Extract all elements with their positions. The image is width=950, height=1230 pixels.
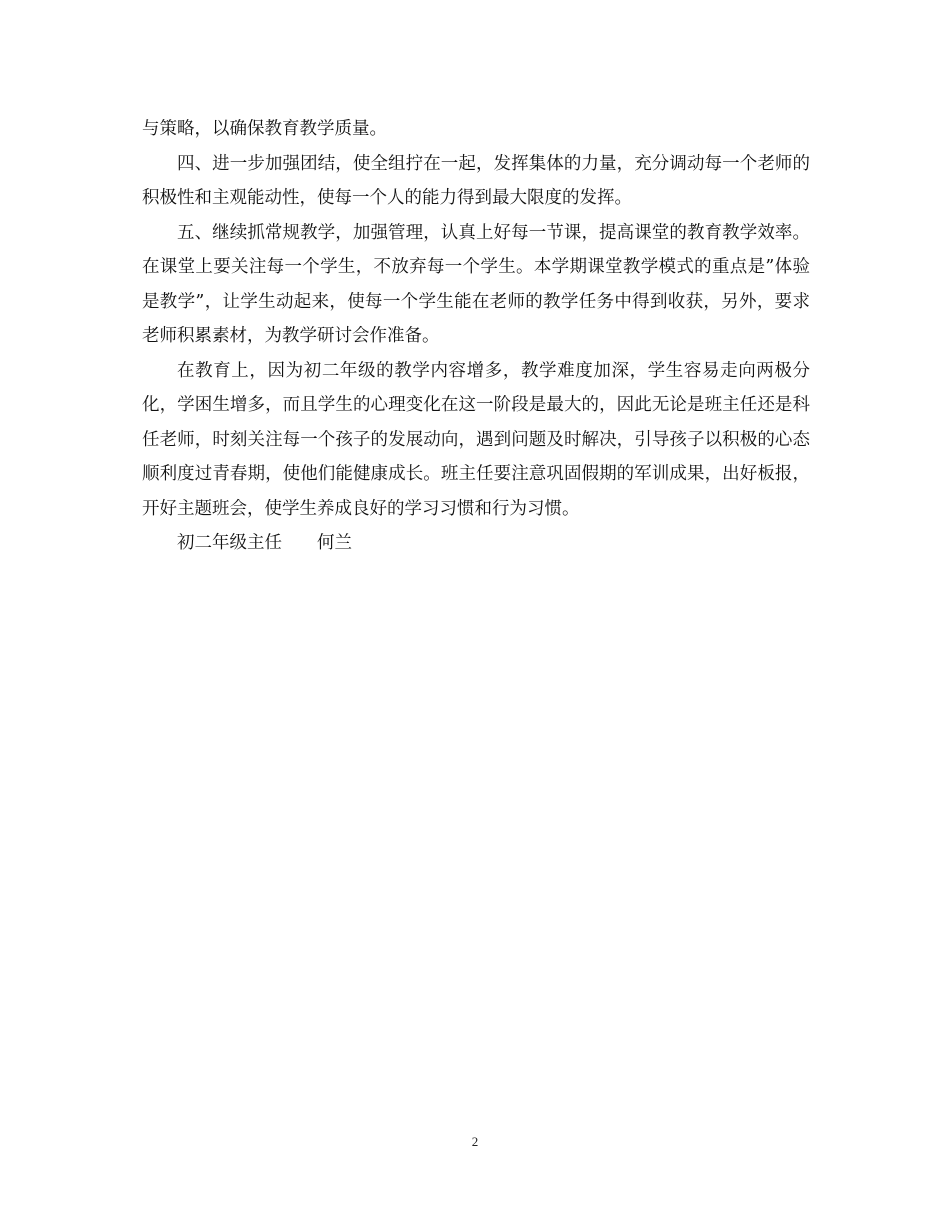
page-number: 2: [471, 1134, 479, 1149]
paragraph-item-five: 五、继续抓常规教学，加强管理，认真上好每一节课，提高课堂的教育教学效率。在课堂上要关注每一个学生，不放弃每一个学生。本学期课堂教学模式的重点是”体验是教学”，让学生动起来，使每一个学生能在老师的教学任务中得到收获，另外，要求老师积累素材，为教学研讨会作准备。: [142, 222, 810, 346]
document-body: [142, 112, 810, 561]
paragraph-education: 在教育上，因为初二年级的教学内容增多，教学难度加深，学生容易走向两极分化，学困生增多，而且学生的心理变化在这一阶段是最大的，因此无论是班主任还是科任老师，时刻关注每一个孩子的发展动向，遇到问题及时解决，引导孩子以积极的心态顺利度过青春期，使他们能健康成长。班主任要注意巩固假期的军训成果，出好板报，开好主题班会，使学生养成良好的学习习惯和行为习惯。: [142, 360, 810, 519]
signature-line: 初二年级主任 何兰: [177, 533, 352, 553]
paragraph-continuation: 与策略，以确保教育教学质量。: [142, 119, 387, 139]
paragraph-item-four: 四、进一步加强团结，使全组拧在一起，发挥集体的力量，充分调动每一个老师的积极性和主观能动性，使每一个人的能力得到最大限度的发挥。: [142, 153, 810, 208]
